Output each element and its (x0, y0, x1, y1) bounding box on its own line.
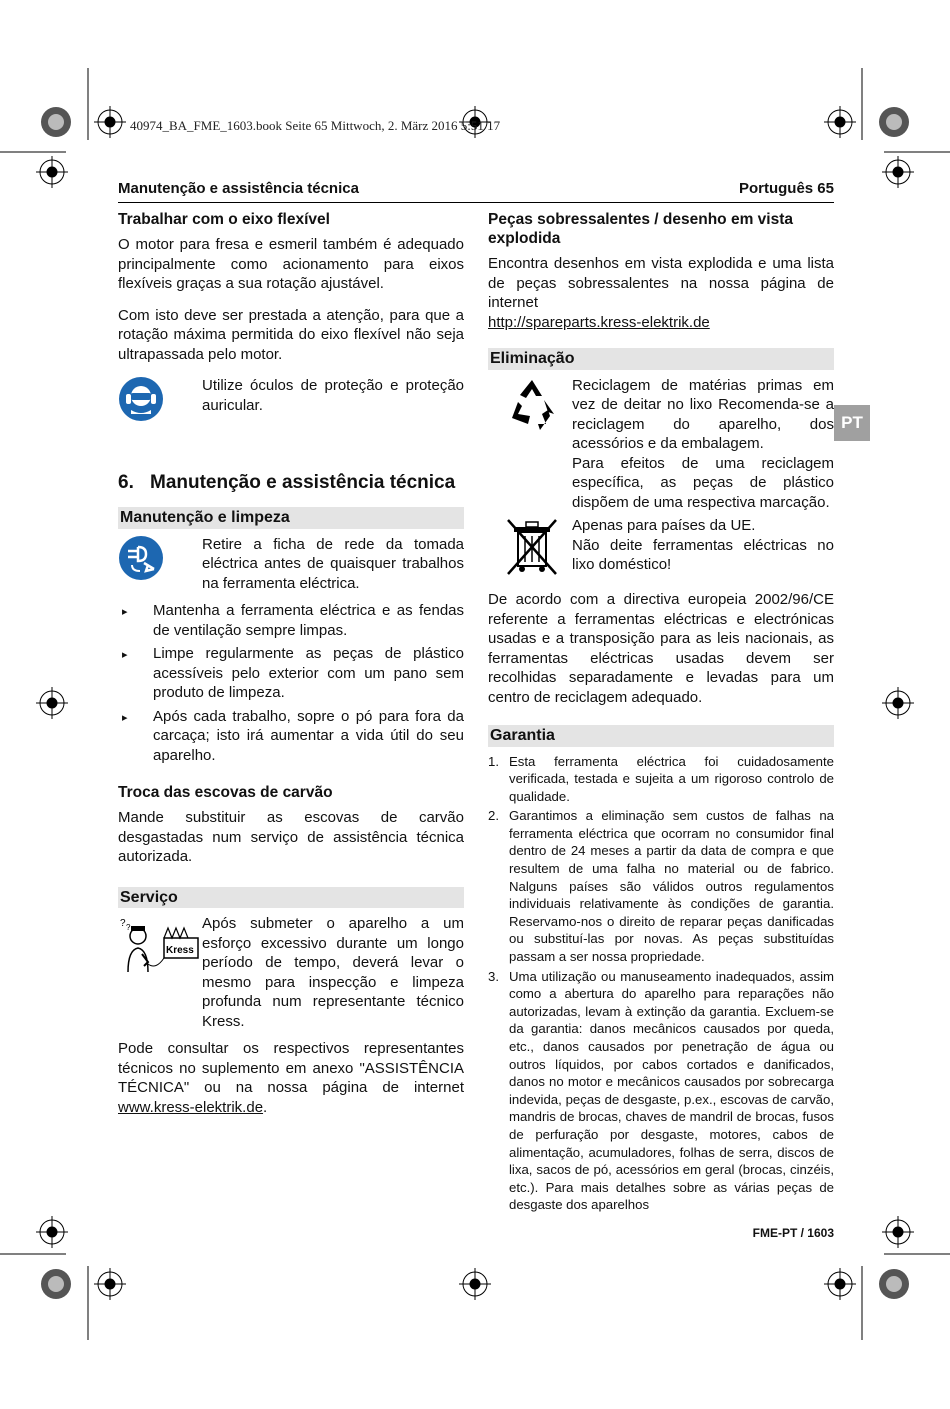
list-item-text: Limpe regularmente as peças de plástico acessíveis pelo exterior com um pano sem produto de limpeza. (153, 645, 464, 701)
crossed-bin-icon (504, 516, 560, 576)
service-paragraph-end: . (263, 1098, 268, 1116)
list-item (488, 753, 834, 806)
recycle-text (572, 376, 834, 513)
service-paragraph (118, 1039, 464, 1117)
service-icon-label: Kress (166, 945, 194, 956)
eu-note (488, 516, 834, 576)
right-column (488, 210, 834, 1216)
list-item-text: Mantenha a ferramenta eléctrica e as fendas de ventilação sempre limpas. (153, 602, 464, 639)
unplug-note-text: Retire a ficha de rede da tomada eléctrica antes de quaisquer trabalhos na ferramenta eléctrica. (202, 535, 464, 592)
warranty-list (488, 753, 834, 1214)
kress-website-link[interactable]: www.kress-elektrik.de (118, 1098, 264, 1116)
running-header-right: Português 65 (738, 180, 834, 197)
flex-shaft-title: Trabalhar com o eixo flexível (118, 211, 330, 228)
service-note-text: Após submeter o aparelho a um esforço excessivo durante um longo período de tempo, deverá levar o mesmo para inspecção e limpeza profunda num representante técnico Kress. (202, 915, 464, 1030)
spare-parts-title: Peças sobressalentes / desenho em vista explodida (488, 211, 793, 247)
flex-shaft-paragraph-1: O motor para fresa e esmeril também é adequado principalmente como acionamento para eixos flexíveis graças a sua rotação ajustável. (118, 236, 464, 292)
section-number: 6. (118, 472, 134, 493)
list-item-number: 2. (488, 808, 499, 824)
goggles-ear-protection-icon (118, 376, 164, 422)
service-note (118, 914, 464, 1031)
list-item (488, 807, 834, 965)
svg-text:?: ? (120, 918, 126, 929)
list-item-number: 1. (488, 753, 499, 769)
section-heading (118, 472, 464, 493)
book-info-line: 40974_BA_FME_1603.book Seite 65 Mittwoch, 2. März 2016 5:51 17 (130, 118, 501, 133)
svg-text:?: ? (126, 923, 131, 932)
bullet-arrow-icon: ▸ (122, 649, 128, 661)
protection-note (118, 376, 464, 422)
brush-paragraph: Mande substituir as escovas de carvão desgastadas num serviço de assistência técnica autorizada. (118, 809, 464, 865)
running-header-left: Manutenção e assistência técnica (118, 180, 359, 197)
brush-title: Troca das escovas de carvão (118, 784, 333, 801)
warranty-title: Garantia (488, 725, 834, 747)
recycle-paragraph-2: Para efeitos de uma reciclagem específica, as peças de plástico dispõem de uma respectiva marcação. (572, 454, 834, 511)
protection-note-text: Utilize óculos de proteção e proteção auricular. (202, 377, 464, 414)
list-item (118, 707, 464, 766)
service-paragraph-text: Pode consultar os respectivos representantes técnicos no suplemento em anexo "ASSISTÊNCIA TÉCNICA" ou na nossa página de internet (118, 1040, 464, 1096)
list-item-number: 3. (488, 968, 499, 984)
section-title: Manutenção e assistência técnica (150, 472, 456, 493)
list-item (118, 644, 464, 703)
directive-paragraph: De acordo com a directiva europeia 2002/96/CE referente a ferramentas eléctricas e electrónicas usadas e a transposição para as leis nacionais, as ferramentas eléctricas usadas devem ser recolhidas separadamente e levadas para um centro de reciclagem adequado. (488, 591, 834, 706)
flex-shaft-paragraph-2: Com isto deve ser prestada a atenção, para que a rotação máxima permitida do eixo flexível não seja ultrapassada pelo motor. (118, 306, 464, 363)
spare-parts-paragraph (488, 254, 834, 332)
list-item (488, 968, 834, 1214)
spare-parts-text: Encontra desenhos em vista explodida e uma lista de peças sobressalentes na nossa página de internet (488, 255, 834, 311)
header-rule (118, 202, 834, 203)
bullet-arrow-icon: ▸ (122, 711, 128, 724)
list-item (118, 601, 464, 640)
recycle-note (488, 376, 834, 513)
unplug-icon (118, 535, 164, 581)
eu-paragraph-2: Não deite ferramentas eléctricas no lixo doméstico! (572, 536, 834, 573)
disposal-title: Eliminação (488, 348, 834, 370)
recycle-icon (504, 376, 560, 432)
footer-code: FME-PT / 1603 (752, 1226, 834, 1240)
list-item-text: Esta ferramenta eléctrica foi cuidadosamente verificada, testada e sujeita a um rigoroso controlo de qualidade. (509, 753, 834, 804)
left-column (118, 210, 464, 1129)
list-item-text: Garantimos a eliminação sem custos de falhas na ferramenta eléctrica que ocorram no consumidor final dentro de 24 meses a partir da data de compra e que resultem de uma falha no material ou de fabrico. Nalguns países são válidos outros regulamentos individuais relativamente às condições de garantia. Reservamo-nos o direito de reparar peças danificadas ou substituí-las por novas. As peças substituídas passam a ser nossa propriedade. (509, 808, 834, 965)
list-item-text: Uma utilização ou manuseamento inadequados, assim como a abertura do aparelho para reparações não autorizadas, levam à extinção da garantia. Excluem-se da garantia: danos mecânicos causados por queda, etc., danos causados por penetração de água ou outros líquidos, por cabos cortados e danificados, danos no motor e mecânicos causados por sobrecarga indevida, peças de desgaste, p.ex., escovas de carvão, mandris de brocas, chaves de mandril de brocas, fusos de perfuração por desgaste, motores, cabos de alimentação, acumuladores, folhas de serra, discos de lixa, sacos de pó, acessórios em geral (brocas, cinzéis, etc.). Para mais detalhes sobre as várias peças de desgaste dos aparelhos (509, 968, 834, 1213)
eu-text (572, 516, 834, 576)
service-title: Serviço (118, 887, 464, 909)
bullet-arrow-icon: ▸ (122, 606, 128, 618)
recycle-paragraph-1: Reciclagem de matérias primas em vez de deitar no lixo Recomenda-se a reciclagem do aparelho, dos acessórios e da embalagem. (572, 376, 834, 452)
spareparts-link[interactable]: http://spareparts.kress-elektrik.de (488, 313, 710, 331)
list-item-text: Após cada trabalho, sopre o pó para fora da carcaça; isto irá aumentar a vida útil do seu aparelho. (153, 707, 464, 764)
unplug-note (118, 535, 464, 594)
service-phone-icon (118, 914, 200, 974)
eu-paragraph-1: Apenas para países da UE. (572, 517, 756, 534)
maintenance-title: Manutenção e limpeza (118, 507, 464, 529)
language-tab: PT (834, 405, 870, 441)
